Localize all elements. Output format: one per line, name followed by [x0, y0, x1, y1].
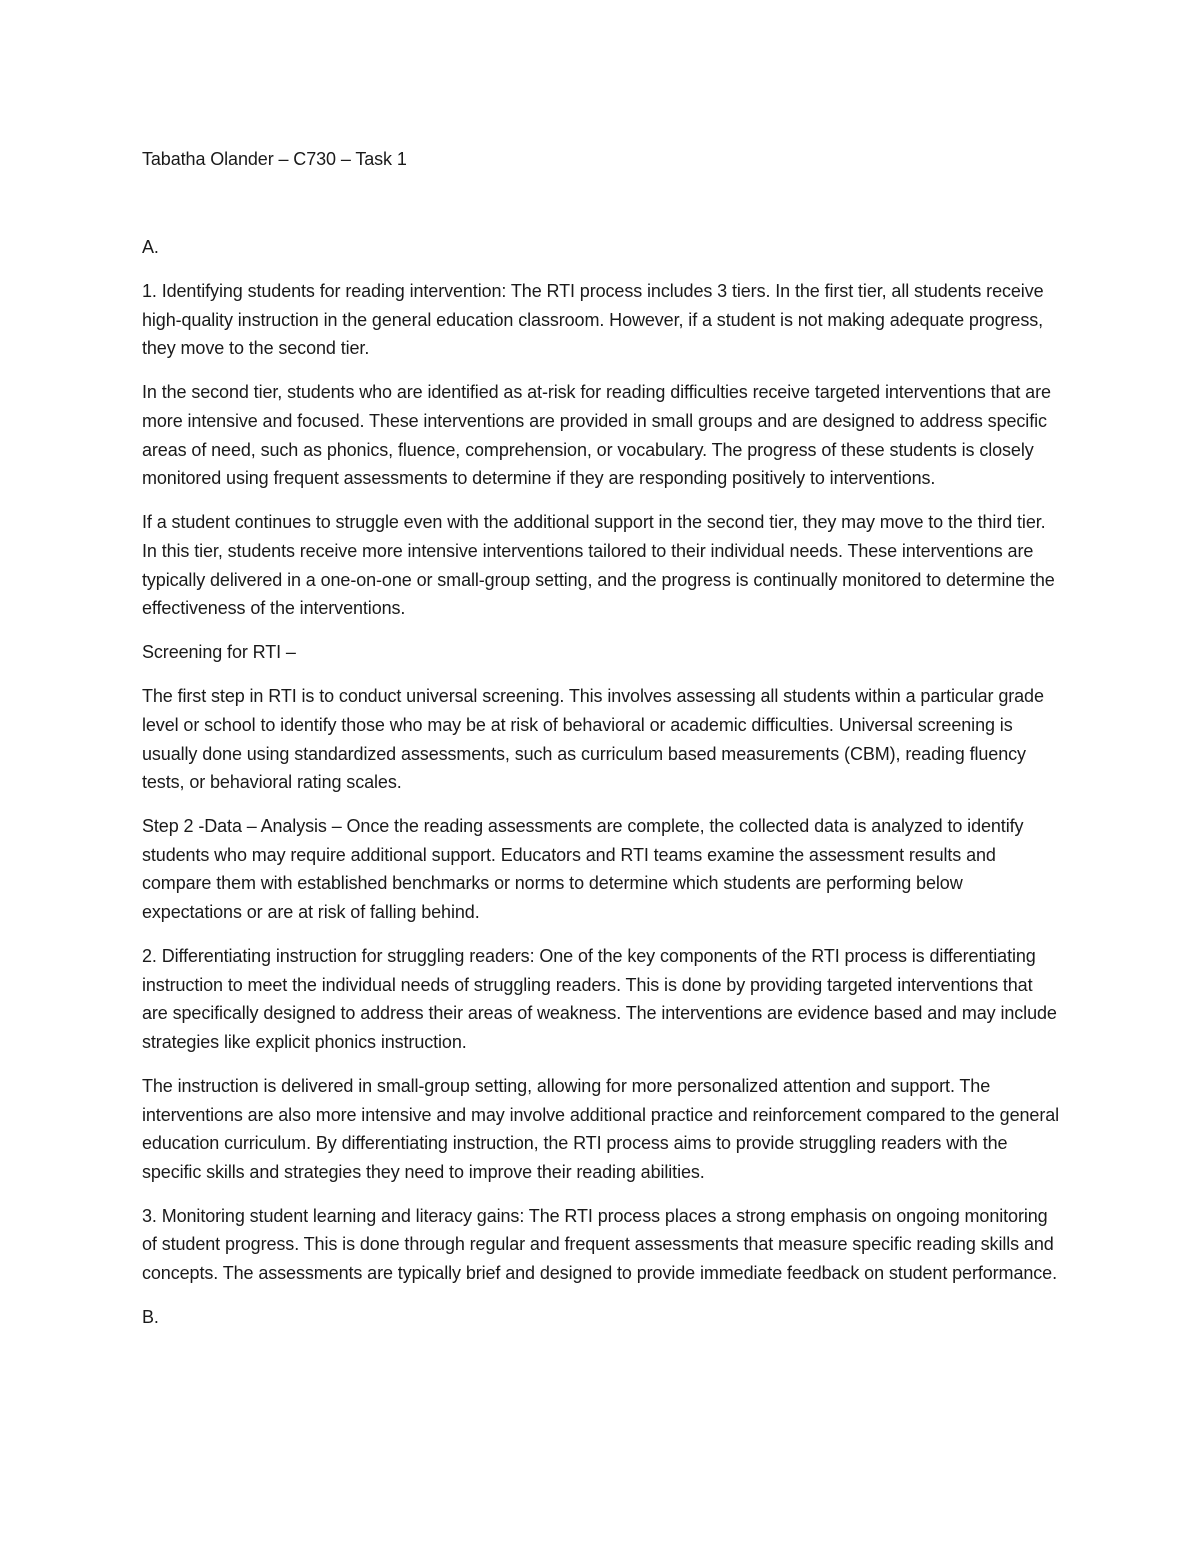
spacer — [142, 797, 1062, 813]
spacer — [142, 927, 1062, 943]
paragraph-monitoring-learning: 3. Monitoring student learning and literacy gains: The RTI process places a strong emphasis on ongoing monitoring of student progress. This is done through regular and frequent assessments that measure specific reading skills and concepts. The assessments are typically brief and designed to provide immediate feedback on student performance. — [142, 1205, 1057, 1283]
document-title: Tabatha Olander – C730 – Task 1 — [142, 149, 407, 169]
spacer — [142, 1186, 1062, 1202]
paragraph-small-group-instruction: The instruction is delivered in small-group setting, allowing for more personalized attention and support. The interventions are also more intensive and may involve additional practice and reinforcement compared to the general education curriculum. By differentiating instruction, the RTI process aims to provide struggling readers with the specific skills and strategies they need to improve their reading abilities. — [142, 1075, 1060, 1182]
paragraph-universal-screening: The first step in RTI is to conduct universal screening. This involves assessing all students within a particular grade level or school to identify those who may be at risk of behavioral or academic difficulties. Universal screening is usually done using standardized assessments, such as curriculum based measurements (CBM), reading fluency tests, or behavioral rating scales. — [142, 686, 1044, 793]
paragraph-differentiating-instruction: 2. Differentiating instruction for struggling readers: One of the key components of the RTI process is differentiating instruction to meet the individual needs of struggling readers. This is done by providing targeted interventions that are specifically designed to address their areas of weakness. The interventions are evidence based and may include strategies like explicit phonics instruction. — [142, 946, 1057, 1052]
spacer — [142, 623, 1062, 639]
spacer — [142, 261, 1062, 277]
paragraph-third-tier: If a student continues to struggle even with the additional support in the second tier, they may move to the third tier. In this tier, students receive more intensive interventions tailored to their individual needs. These interventions are typically delivered in a one-on-one or small-group setting, and the progress is continually monitored to determine the effectiveness of the interventions. — [142, 512, 1055, 619]
paragraph-identifying-students: 1. Identifying students for reading intervention: The RTI process includes 3 tiers. In the first tier, all students receive high-quality instruction in the general education classroom. However, if a student is not making adequate progress, they move to the second tier. — [142, 281, 1044, 359]
document-body — [142, 145, 1062, 1332]
spacer — [142, 174, 1062, 233]
section-b-heading: B. — [142, 1307, 159, 1328]
spacer — [142, 363, 1062, 379]
spacer — [142, 493, 1062, 509]
paragraph-screening-heading: Screening for RTI – — [142, 642, 296, 663]
spacer — [142, 1288, 1062, 1304]
spacer — [142, 1056, 1062, 1072]
section-a-heading: A. — [142, 236, 159, 257]
paragraph-second-tier: In the second tier, students who are identified as at-risk for reading difficulties receive targeted interventions that are more intensive and focused. These interventions are provided in small groups and are designed to address specific areas of need, such as phonics, fluence, comprehension, or vocabulary. The progress of these students is closely monitored using frequent assessments to determine if they are responding positively to interventions. — [142, 382, 1051, 489]
spacer — [142, 667, 1062, 683]
paragraph-data-analysis: Step 2 -Data – Analysis – Once the reading assessments are complete, the collected data is analyzed to identify students who may require additional support. Educators and RTI teams examine the assessment results and compare them with established benchmarks or norms to determine which students are performing below expectations or are at risk of falling behind. — [142, 816, 1024, 922]
